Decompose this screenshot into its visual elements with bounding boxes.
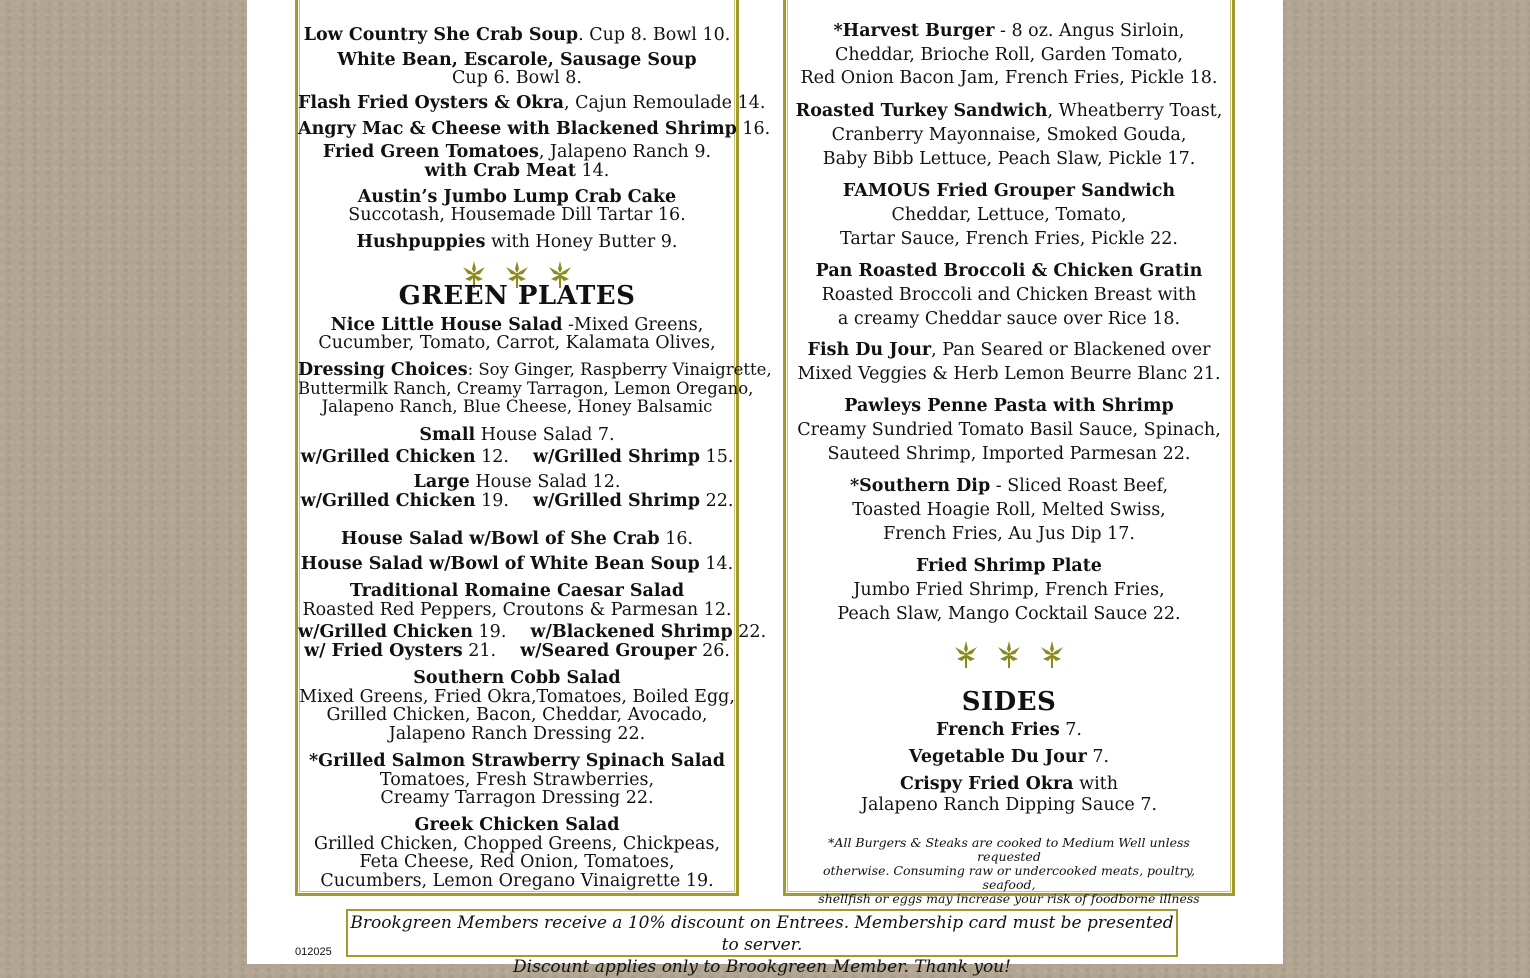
small-house-salad: Small House Salad 7. w/Grilled Chicken 12. w/Grilled Shrimp 15. [300, 425, 734, 467]
menu-page [247, 0, 1283, 977]
food-safety-disclaimer: *All Burgers & Steaks are cooked to Medium Well unless requested otherwise. Consuming raw or undercooked meats, poultry, seafood, shellfish or eggs may increase your risk of foodborne illness [818, 835, 1200, 906]
ornament-divider [786, 639, 1232, 673]
hushpuppies: Hushpuppies with Honey Butter 9. [356, 232, 678, 252]
white-bean-soup: White Bean, Escarole, Sausage Soup Cup 6. Bowl 8. [337, 50, 697, 88]
side-vegetable: Vegetable Du Jour 7. [908, 747, 1110, 767]
salad-she-crab-combo: House Salad w/Bowl of She Crab 16. [340, 529, 694, 549]
southern-dip: *Southern Dip - Sliced Roast Beef, Toasted Hoagie Roll, Melted Swiss, French Fries, Au Jus Dip 17. [849, 476, 1169, 544]
fried-oysters-okra: Flash Fried Oysters & Okra, Cajun Remoulade 14. [298, 93, 766, 113]
fleur-icon [1039, 639, 1065, 669]
lunch-sides-column [783, 0, 1235, 906]
angry-mac-cheese: Angry Mac & Cheese with Blackened Shrimp 16. [298, 119, 771, 139]
member-discount-notice: Brookgreen Members receive a 10% discount on Entrees. Membership card must be presented to server. Discount applies only to Brookgreen Member. Thank you! [346, 909, 1178, 957]
fried-shrimp-plate: Fried Shrimp Plate Jumbo Fried Shrimp, French Fries, Peach Slaw, Mango Cocktail Sauce 22. [837, 556, 1181, 624]
menu-code: 012025 [295, 946, 332, 958]
cobb-salad: Southern Cobb Salad Mixed Greens, Fried Okra,Tomatoes, Boiled Egg, Grilled Chicken, Bacon, Cheddar, Avocado, Jalapeno Ranch Dressing 22. [299, 668, 735, 744]
fried-green-tomatoes: Fried Green Tomatoes, Jalapeno Ranch 9. with Crab Meat 14. [322, 142, 712, 181]
fish-du-jour: Fish Du Jour, Pan Seared or Blackened over Mixed Veggies & Herb Lemon Beurre Blanc 21. [797, 340, 1221, 384]
turkey-sandwich: Roasted Turkey Sandwich, Wheatberry Toast, Cranberry Mayonnaise, Smoked Gouda, Baby Bibb Lettuce, Peach Slaw, Pickle 17. [795, 101, 1223, 169]
harvest-burger: *Harvest Burger - 8 oz. Angus Sirloin, Cheddar, Brioche Roll, Garden Tomato, Red Onion Bacon Jam, French Fries, Pickle 18. [800, 21, 1218, 88]
salad-white-bean-combo: House Salad w/Bowl of White Bean Soup 14. [300, 554, 734, 574]
fleur-icon [953, 639, 979, 669]
house-salad: Nice Little House Salad -Mixed Greens, Cucumber, Tomato, Carrot, Kalamata Olives, [318, 315, 716, 353]
sides-title: SIDES [961, 687, 1057, 717]
broccoli-chicken-gratin: Pan Roasted Broccoli & Chicken Gratin Roasted Broccoli and Chicken Breast with a creamy Cheddar sauce over Rice 18. [815, 261, 1203, 329]
caesar-addons: w/Grilled Chicken 19. w/Blackened Shrimp 22. w/ Fried Oysters 21. w/Seared Grouper 26. [298, 622, 767, 661]
salmon-salad: *Grilled Salmon Strawberry Spinach Salad Tomatoes, Fresh Strawberries, Creamy Tarragon Dressing 22. [308, 751, 726, 808]
penne-pasta: Pawleys Penne Pasta with Shrimp Creamy Sundried Tomato Basil Sauce, Spinach, Sauteed Shrimp, Imported Parmesan 22. [797, 396, 1221, 464]
grouper-sandwich: FAMOUS Fried Grouper Sandwich Cheddar, Lettuce, Tomato, Tartar Sauce, French Fries, Pickle 22. [840, 181, 1178, 249]
greek-salad: Greek Chicken Salad Grilled Chicken, Chopped Greens, Chickpeas, Feta Cheese, Red Onion, Tomatoes, Cucumbers, Lemon Oregano Vinaigrette 19. [313, 815, 721, 891]
she-crab-soup: Low Country She Crab Soup. Cup 8. Bowl 10. [303, 25, 731, 45]
green-plates-title: GREEN PLATES [398, 281, 636, 311]
dressing-choices: Dressing Choices: Soy Ginger, Raspberry Vinaigrette, Buttermilk Ranch, Creamy Tarragon, Lemon Oregano, Jalapeno Ranch, Blue Cheese, Honey Balsamic [298, 360, 772, 416]
soups-green-column [295, 0, 772, 896]
side-french-fries: French Fries 7. [936, 720, 1082, 740]
fleur-icon [996, 639, 1022, 669]
side-fried-okra: Crispy Fried Okra with Jalapeno Ranch Dipping Sauce 7. [860, 774, 1158, 815]
caesar-salad: Traditional Romaine Caesar Salad Roasted Red Peppers, Croutons & Parmesan 12. [302, 581, 732, 620]
large-house-salad: Large House Salad 12. w/Grilled Chicken 19. w/Grilled Shrimp 22. [300, 472, 734, 511]
crab-cake: Austin’s Jumbo Lump Crab Cake Succotash, Housemade Dill Tartar 16. [348, 187, 686, 225]
